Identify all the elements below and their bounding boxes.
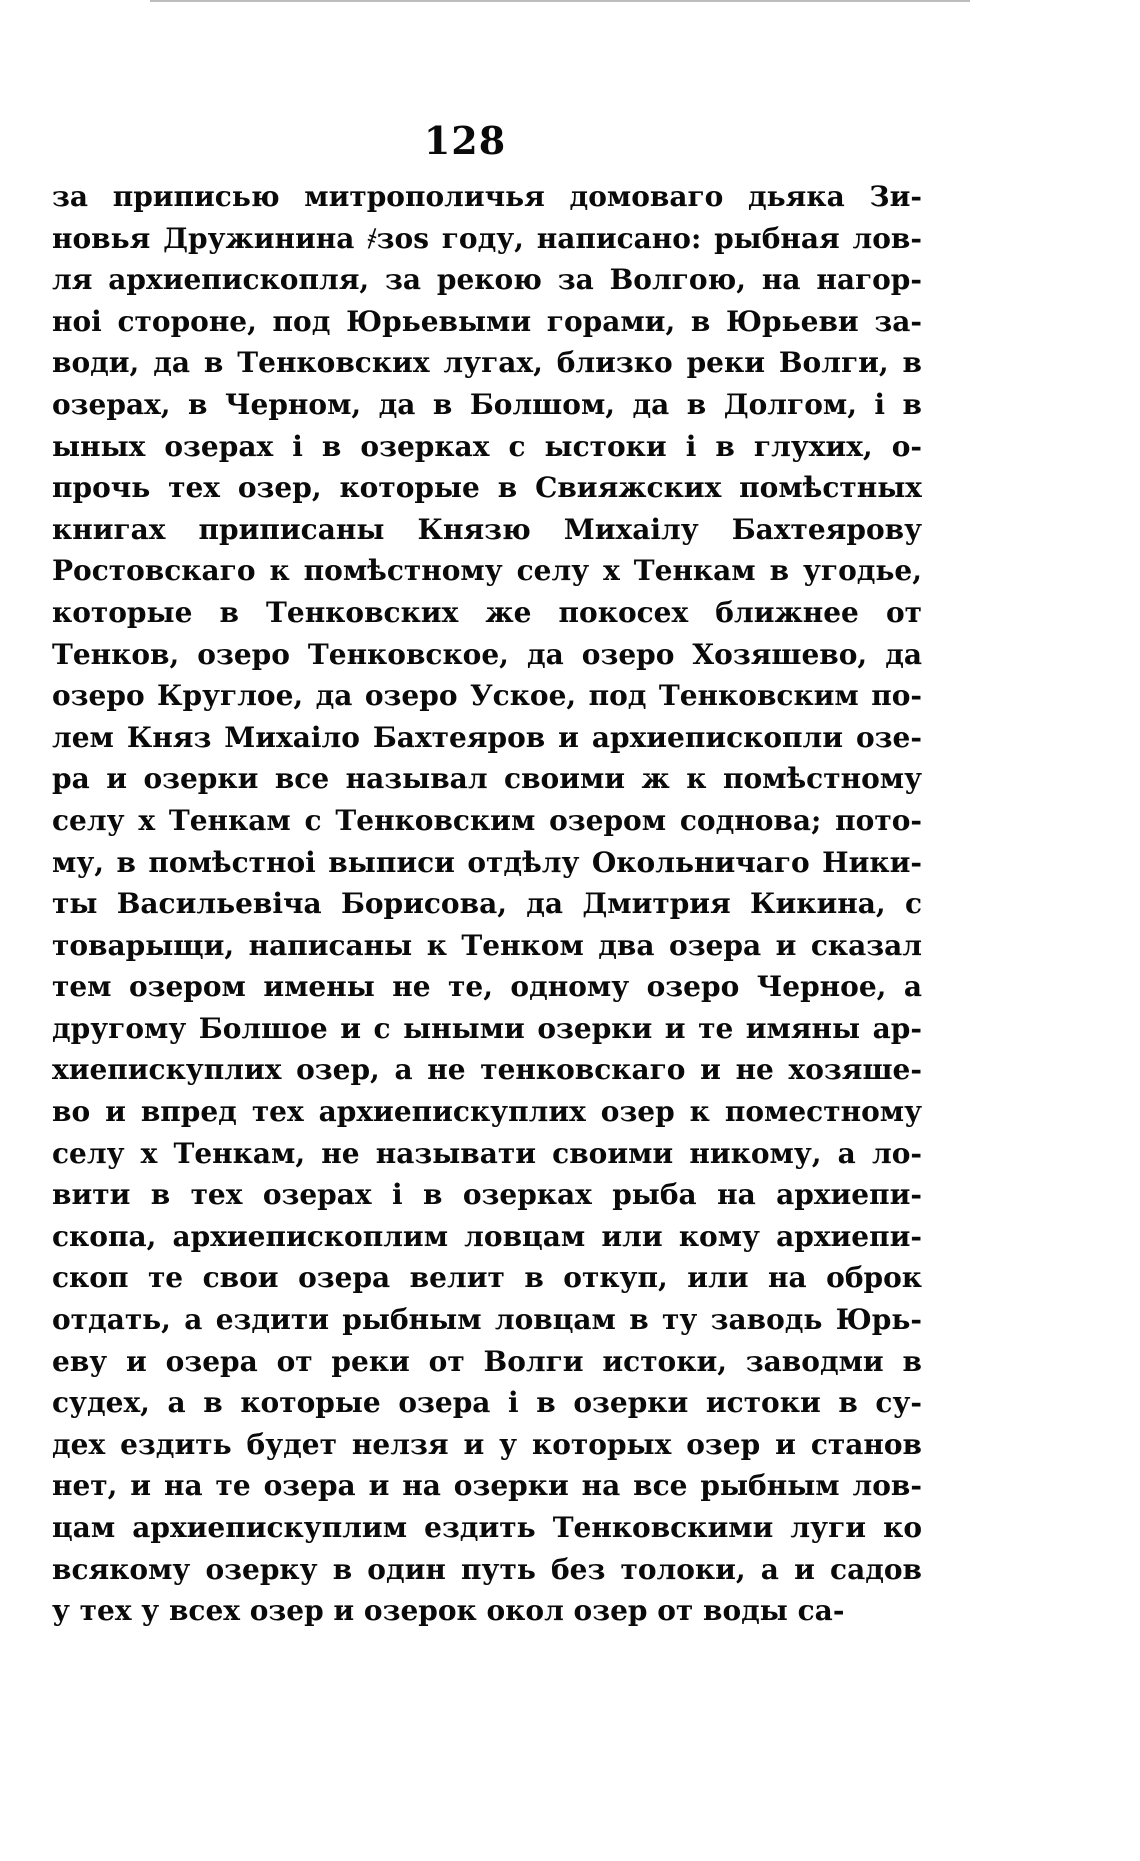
text-line: прочь тех озер, которые в Свияжских помѣстных xyxy=(52,471,922,505)
text-line: дех ездить будет нелзя и у которых озер и станов xyxy=(52,1427,922,1461)
text-line: скоп те свои озера велит в откуп, или на оброк xyxy=(52,1261,922,1295)
text-line: тем озером имены не те, одному озеро Черное, а xyxy=(52,970,922,1004)
text-line: ноі стороне, под Юрьевыми горами, в Юрьеви за- xyxy=(52,304,922,338)
text-line: новья Дружинина ҂зоѕ году, написано: рыбная лов- xyxy=(52,221,922,255)
text-line: скопа, архиепископлим ловцам или кому архиепи- xyxy=(52,1219,922,1253)
text-line: ра и озерки все называл своими ж к помѣстному xyxy=(52,762,922,796)
text-line: товарыщи, написаны к Тенком два озера и сказал xyxy=(52,928,922,962)
text-line: еву и озера от реки от Волги истоки, заводми в xyxy=(52,1344,922,1378)
text-line: Ростовскаго к помѣстному селу х Тенкам в угодье, xyxy=(52,554,922,588)
text-line: ты Васильевіча Борисова, да Дмитрия Кикина, с xyxy=(52,887,922,921)
text-line: книгах приписаны Князю Михаілу Бахтеярову xyxy=(52,512,922,546)
text-line: озерах, в Черном, да в Болшом, да в Долгом, і в xyxy=(52,387,922,421)
text-line: ыных озерах і в озерках с ыстоки і в глухих, о- xyxy=(52,429,922,463)
text-line: всякому озерку в один путь без толоки, а и садов xyxy=(52,1552,922,1586)
text-line: другому Болшое и с ыными озерки и те имяны ар- xyxy=(52,1011,922,1045)
top-edge-line xyxy=(150,0,970,2)
text-line: хиепискуплих озер, а не тенковскаго и не хозяше- xyxy=(52,1053,922,1087)
text-line: води, да в Тенковских лугах, близко реки Волги, в xyxy=(52,346,922,380)
text-line: нет, и на те озера и на озерки на все рыбным лов- xyxy=(52,1469,922,1503)
text-line: Тенков, озеро Тенковское, да озеро Хозяшево, да xyxy=(52,637,922,671)
text-line: лем Княз Михаіло Бахтеяров и архиепископли озе- xyxy=(52,720,922,754)
text-line: у тех у всех озер и озерок окол озер от воды са- xyxy=(52,1594,845,1628)
page-number: 128 xyxy=(423,118,507,163)
text-line: ля архиепископля, за рекою за Волгою, на нагор- xyxy=(52,263,922,297)
text-line: судех, а в которые озера і в озерки истоки в су- xyxy=(52,1386,922,1420)
text-line: селу х Тенкам с Тенковским озером соднова; пото- xyxy=(52,803,922,837)
text-line: которые в Тенковских же покосех ближнее от xyxy=(52,595,922,629)
text-line: озеро Круглое, да озеро Уское, под Тенковским по- xyxy=(52,679,922,713)
text-line: селу х Тенкам, не называти своими никому, а ло- xyxy=(52,1136,922,1170)
text-line: му, в помѣстноі выписи отдѣлу Окольничаго Ники- xyxy=(52,845,922,879)
text-line: вити в тех озерах і в озерках рыба на архиепи- xyxy=(52,1178,922,1212)
text-line: цам архиепискуплим ездить Тенковскими луги ко xyxy=(52,1511,922,1544)
body-text xyxy=(52,176,922,1632)
text-line: отдать, а ездити рыбным ловцам в ту заводь Юрь- xyxy=(52,1303,922,1337)
text-line: за приписью митрополичья домоваго дьяка Зи- xyxy=(52,180,922,213)
text-line: во и впред тех архиепискуплих озер к поместному xyxy=(52,1095,922,1129)
